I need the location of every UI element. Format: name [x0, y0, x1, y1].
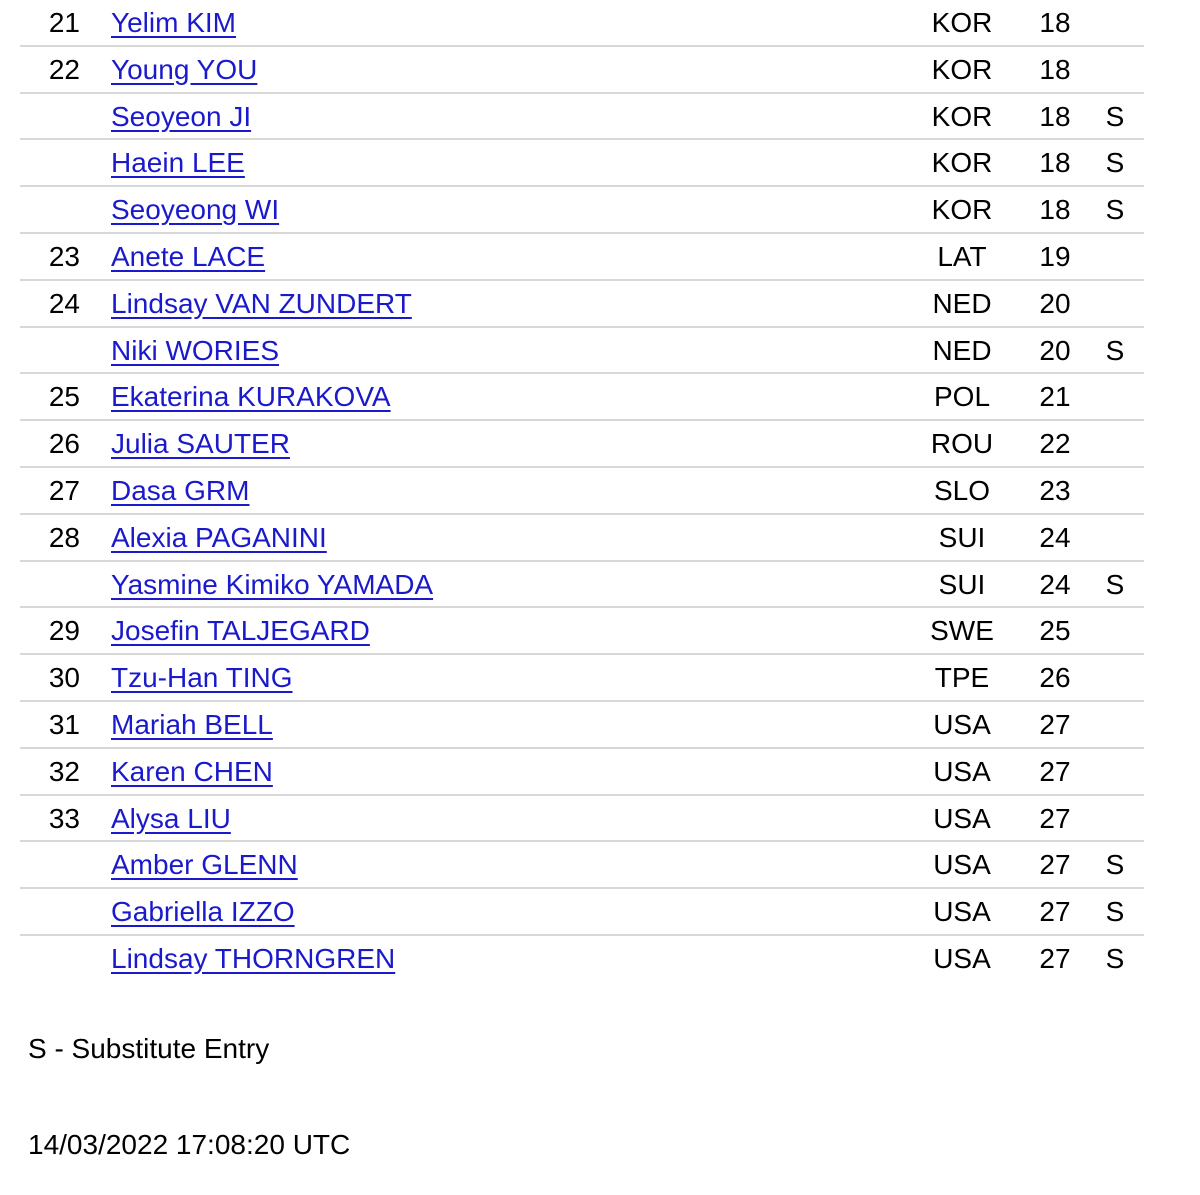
nation-code: SLO: [933, 474, 991, 506]
start-group: 19: [1039, 240, 1071, 272]
skater-name-link[interactable]: Mariah BELL: [111, 708, 273, 740]
legend-note: S - Substitute Entry: [28, 1033, 270, 1064]
start-group: 18: [1039, 100, 1071, 132]
skater-name-link[interactable]: Tzu-Han TING: [111, 662, 293, 694]
table-row: [20, 702, 1144, 749]
nation-code: KOR: [931, 147, 993, 179]
table-row: [20, 749, 1144, 796]
start-group: 24: [1039, 521, 1071, 553]
table-row: [20, 562, 1144, 609]
table-row: [20, 328, 1144, 375]
table-row: [20, 515, 1144, 562]
skater-name-link[interactable]: Haein LEE: [111, 147, 245, 179]
entry-number: 27: [48, 474, 80, 506]
entry-number: 26: [48, 428, 80, 460]
skater-name-link[interactable]: Young YOU: [111, 53, 258, 85]
nation-code: USA: [933, 849, 991, 881]
start-group: 18: [1039, 194, 1071, 226]
skater-name-link[interactable]: Niki WORIES: [111, 334, 279, 366]
table-row: [20, 468, 1144, 515]
table-row: [20, 281, 1144, 328]
start-group: 27: [1039, 849, 1071, 881]
nation-code: ROU: [930, 428, 994, 460]
entry-number: 24: [48, 287, 80, 319]
nation-code: SWE: [930, 615, 994, 647]
start-group: 22: [1039, 428, 1071, 460]
substitute-flag: S: [1105, 334, 1125, 366]
timestamp: 14/03/2022 17:08:20 UTC: [28, 1129, 351, 1160]
substitute-flag: S: [1105, 849, 1125, 881]
substitute-flag: S: [1105, 147, 1125, 179]
skater-name-link[interactable]: Lindsay VAN ZUNDERT: [111, 287, 412, 319]
table-row: [20, 0, 1144, 47]
start-group: 18: [1039, 7, 1071, 38]
start-group: 20: [1039, 287, 1071, 319]
nation-code: USA: [933, 802, 991, 834]
nation-code: KOR: [931, 194, 993, 226]
table-row: [20, 936, 1144, 983]
start-group: 27: [1039, 708, 1071, 740]
start-group: 26: [1039, 662, 1071, 694]
table-row: [20, 140, 1144, 187]
table-row: [20, 234, 1144, 281]
entry-number: 32: [48, 755, 80, 787]
start-group: 27: [1039, 896, 1071, 928]
skater-name-link[interactable]: Anete LACE: [111, 240, 266, 272]
entry-number: 28: [48, 521, 80, 553]
substitute-flag: S: [1105, 100, 1125, 132]
skater-name-link[interactable]: Karen CHEN: [111, 755, 273, 787]
start-group: 24: [1039, 568, 1071, 600]
start-group: 18: [1039, 53, 1071, 85]
table-row: [20, 187, 1144, 234]
skater-name-link[interactable]: Gabriella IZZO: [111, 896, 295, 928]
start-group: 23: [1039, 474, 1071, 506]
start-group: 18: [1039, 147, 1071, 179]
table-row: [20, 796, 1144, 843]
entry-number: 23: [48, 240, 80, 272]
nation-code: LAT: [937, 240, 987, 272]
entry-number: 31: [48, 708, 80, 740]
substitute-flag: S: [1105, 194, 1125, 226]
start-group: 27: [1039, 942, 1071, 974]
nation-code: NED: [932, 334, 992, 366]
skater-name-link[interactable]: Seoyeon JI: [111, 100, 252, 132]
start-group: 21: [1039, 381, 1071, 413]
substitute-flag: S: [1105, 896, 1125, 928]
skater-name-link[interactable]: Lindsay THORNGREN: [111, 942, 396, 974]
entries-table: [20, 0, 1144, 983]
skater-name-link[interactable]: Amber GLENN: [111, 849, 298, 881]
nation-code: SUI: [938, 568, 986, 600]
entry-number: 33: [48, 802, 80, 834]
nation-code: USA: [933, 942, 991, 974]
skater-name-link[interactable]: Alexia PAGANINI: [111, 521, 327, 553]
substitute-flag: S: [1105, 942, 1125, 974]
skater-name-link[interactable]: Yelim KIM: [111, 7, 237, 38]
nation-code: POL: [933, 381, 991, 413]
skater-name-link[interactable]: Josefin TALJEGARD: [111, 615, 370, 647]
nation-code: TPE: [934, 662, 990, 694]
skater-name-link[interactable]: Seoyeong WI: [111, 194, 280, 226]
skater-name-link[interactable]: Yasmine Kimiko YAMADA: [111, 568, 434, 600]
entry-number: 30: [48, 662, 80, 694]
table-row: [20, 842, 1144, 889]
entry-number: 25: [48, 381, 80, 413]
start-group: 25: [1039, 615, 1071, 647]
skater-name-link[interactable]: Dasa GRM: [111, 474, 250, 506]
substitute-flag: S: [1105, 568, 1125, 600]
start-group: 27: [1039, 802, 1071, 834]
table-row: [20, 655, 1144, 702]
table-row: [20, 94, 1144, 141]
nation-code: KOR: [931, 7, 993, 38]
nation-code: USA: [933, 896, 991, 928]
table-row: [20, 421, 1144, 468]
start-group: 27: [1039, 755, 1071, 787]
table-row: [20, 374, 1144, 421]
entry-number: 22: [48, 53, 80, 85]
nation-code: KOR: [931, 53, 993, 85]
entry-number: 21: [48, 7, 80, 38]
start-group: 20: [1039, 334, 1071, 366]
skater-name-link[interactable]: Julia SAUTER: [111, 428, 290, 460]
nation-code: USA: [933, 708, 991, 740]
entry-number: 29: [48, 615, 80, 647]
table-row: [20, 608, 1144, 655]
table-row: [20, 47, 1144, 94]
skater-name-link[interactable]: Ekaterina KURAKOVA: [111, 381, 391, 413]
nation-code: NED: [932, 287, 992, 319]
nation-code: SUI: [938, 521, 986, 553]
nation-code: USA: [933, 755, 991, 787]
skater-name-link[interactable]: Alysa LIU: [111, 802, 231, 834]
nation-code: KOR: [931, 100, 993, 132]
table-row: [20, 889, 1144, 936]
